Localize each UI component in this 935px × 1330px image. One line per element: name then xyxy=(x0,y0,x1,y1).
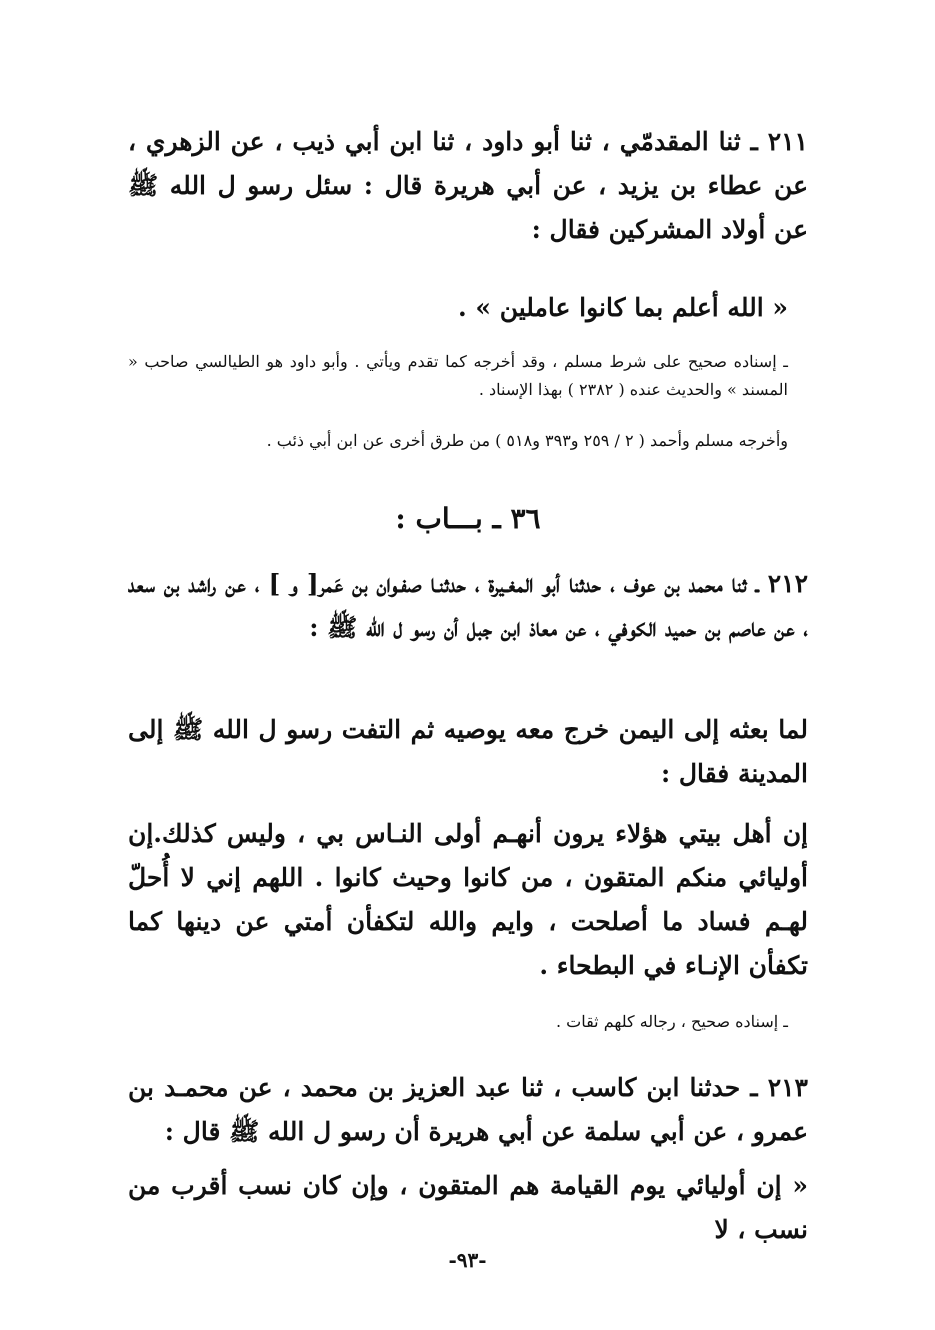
hadith-211-text: ٢١١ ـ ثنا المقدمّي ، ثنا أبو داود ، ثنا ابن أبي ذيب ، عن الزهري ، عن عطاء بن يزيد ، عن أبي هريرة قال : سئل رسو ل الله ﷺ عن أولاد المشركين فقال : xyxy=(128,127,808,244)
footnote-211-a: ـ إسناده صحيح على شرط مسلم ، وقد أخرجه كما تقدم ويأتي . وأبو داود هو الطيالسي صاحب « المسند » والحديث عنده ( ٢٣٨٢ ) بهذا الإسناد . xyxy=(128,352,788,399)
footnote-211-b: وأخرجه مسلم وأحمد ( ٢ / ٢٥٩ و٣٩٣ و٥١٨ ) من طرق أخرى عن ابن أبي ذئب . xyxy=(266,431,788,450)
page-number: -٩٣- xyxy=(448,1248,487,1272)
hadith-211-quote: « الله أعلم بما كانوا عاملين » . xyxy=(457,293,788,322)
footnote-212: ـ إسناده صحيح ، رجاله كلهم ثقات . xyxy=(555,1012,788,1031)
chapter-heading: ٣٦ ـ بـــاب : xyxy=(395,502,541,535)
hadith-212-paragraph-3: إن أهل بيتي هؤلاء يرون أنهـم أولى النـاس بي ، وليس كذلك.إن أوليائي منكم المتقون ، من كانوا وحيث كانوا . اللهم إني لا أُحلّ لهـم فساد ما أصلحت ، وايم والله لتكفأن أمتي عن دينها كما تكفأن الإنـاء في البطحاء . xyxy=(128,819,808,980)
hadith-212-text: ٢١٢ ـ ثنا محمد بن عوف ، حدثنا أبو المغـيرة ، حدثنـا صفـوان بن عَمر[ و ] ، عن راشد بن سعد ، عن عاصم بن حميد الكوفي ، عن معاذ ابن جبل أن رسو ل الله ﷺ : xyxy=(128,569,809,642)
hadith-213-text: ٢١٣ ـ حدثنا ابن كاسب ، ثنا عبد العزيز بن محمد ، عن محمـد بن عمرو ، عن أبي سلمة عن أبي هريرة أن رسو ل الله ﷺ قال : xyxy=(128,1073,808,1146)
hadith-212-paragraph-2: لما بعثه إلى اليمن خرج معه يوصيه ثم التفت رسو ل الله ﷺ إلى المدينة فقال : xyxy=(128,715,808,788)
hadith-213-quote: « إن أوليائي يوم القيامة هم المتقون ، وإن كان نسب أقرب من نسب ، لا xyxy=(128,1171,808,1244)
